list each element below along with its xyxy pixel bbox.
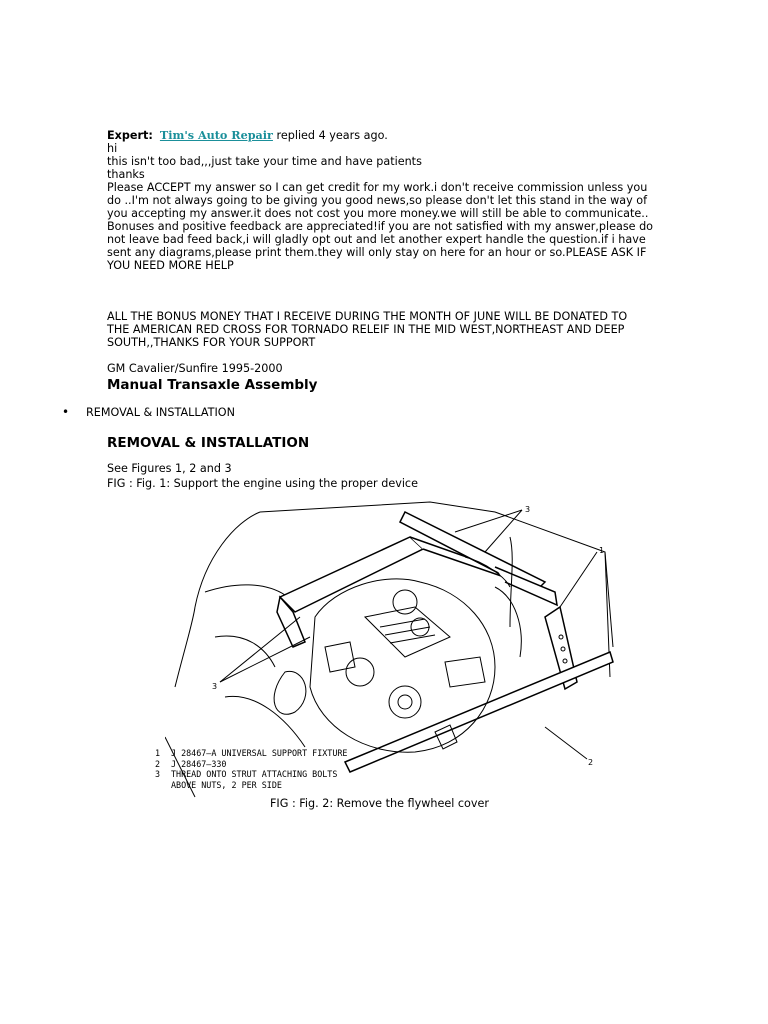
see-figures-text: See Figures 1, 2 and 3 [107,462,232,475]
message-line: thanks [107,168,145,181]
message-line: Please ACCEPT my answer so I can get credit for my work.i don't receive commission unless you [107,181,648,194]
legend-row: 1 J 28467–A UNIVERSAL SUPPORT FIXTURE [155,748,348,758]
legend-row: 2 J 28467–330 [155,758,227,769]
expert-replied-text: replied 4 years ago. [272,129,388,142]
message-line: hi [107,142,118,155]
fig1-caption: FIG : Fig. 1: Support the engine using the proper device [107,477,418,490]
subsection-title: REMOVAL & INSTALLATION [107,435,310,451]
callout-2: 2 [588,758,594,767]
legend-row: 3 THREAD ONTO STRUT ATTACHING BOLTS [155,769,338,779]
expert-label: Expert: [107,129,153,142]
legend-row: ABOVE NUTS, 2 PER SIDE [171,779,282,790]
bonus-line: SOUTH,,THANKS FOR YOUR SUPPORT [107,336,316,349]
message-line: do ..I'm not always going to be giving you good news,so please don't let this stand in the way of [107,194,648,207]
message-line: not leave bad feed back,i will gladly opt out and let another expert handle the question.if i have [107,233,646,246]
section-title: Manual Transaxle Assembly [107,377,318,393]
answer-message [107,142,667,272]
toc-link-removal-installation[interactable]: REMOVAL & INSTALLATION [86,406,235,419]
message-line: this isn't too bad,,,just take your time and have patients [107,155,422,168]
expert-name-link[interactable]: Tim's Auto Repair [159,128,273,142]
callout-3-top: 3 [525,505,531,514]
bullet-icon: • [62,405,70,419]
message-line: you accepting my answer.it does not cost you more money.we will still be able to communicate.. [107,207,649,220]
fig2-caption: FIG : Fig. 2: Remove the flywheel cover [270,797,489,810]
callout-1: 1 [599,546,605,555]
message-line: Bonuses and positive feedback are appreciated!if you are not satisfied with my answer,please do [107,220,654,233]
expert-line [107,129,388,142]
message-line: YOU NEED MORE HELP [107,259,234,272]
bonus-line: ALL THE BONUS MONEY THAT I RECEIVE DURING THE MONTH OF JUNE WILL BE DONATED TO [107,310,628,323]
callout-3-left: 3 [212,682,218,691]
message-line: sent any diagrams,please print them.they will only stay on here for an hour or so.PLEASE ASK IF [107,246,647,259]
bonus-line: THE AMERICAN RED CROSS FOR TORNADO RELEIF IN THE MID WEST,NORTHEAST AND DEEP [107,323,625,336]
bonus-notice [107,310,667,349]
vehicle-label: GM Cavalier/Sunfire 1995-2000 [107,362,283,375]
figure-legend [155,748,347,790]
